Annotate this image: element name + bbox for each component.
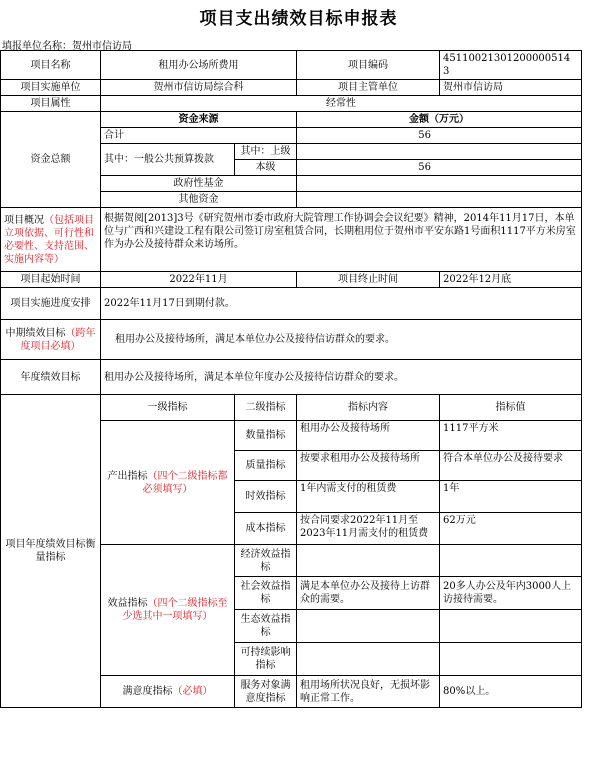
overview-label-text: 项目概况 xyxy=(4,214,44,226)
funds-local-label: 本级 xyxy=(235,160,297,176)
funds-total-label: 资金总额 xyxy=(1,112,101,208)
attr-label: 项目属性 xyxy=(1,96,101,112)
mid-goal-label-text: 中期绩效目标 xyxy=(5,327,66,339)
funds-gov-label: 政府性基金 xyxy=(101,176,297,192)
qty-value[interactable]: 1117平方米 xyxy=(440,421,582,451)
social-content[interactable]: 满足本单位办公及接待上访群众的需要。 xyxy=(297,577,440,610)
progress-text[interactable]: 2022年11月17日到期付款。 xyxy=(101,288,582,320)
cost-content[interactable]: 按合同要求2022年11月至2023年11月需支付的租赁费 xyxy=(297,513,440,545)
benefit-label-text: 效益指标 xyxy=(107,598,148,609)
header-level2: 二级指标 xyxy=(235,395,297,421)
eco-content[interactable] xyxy=(297,610,440,643)
funds-local-value[interactable]: 56 xyxy=(297,160,582,176)
eco-label: 生态效益指标 xyxy=(235,610,297,643)
funds-general-label: 其中：一般公共预算拨款 xyxy=(101,144,235,176)
sustain-label: 可持续影响指标 xyxy=(235,643,297,676)
funds-upper-value[interactable] xyxy=(297,144,582,160)
funds-gov-value[interactable] xyxy=(297,176,582,192)
satisfaction-label-note: （必填） xyxy=(172,686,213,697)
mid-goal-label xyxy=(1,320,101,360)
overview-label xyxy=(1,208,101,272)
page-title: 项目支出绩效目标申报表 xyxy=(199,9,398,29)
social-label: 社会效益指标 xyxy=(235,577,297,610)
qty-content[interactable]: 租用办公及接待场所 xyxy=(297,421,440,451)
overview-label-note: （包括项目立项依据、可行性和必要性、支持范围、实施内容等） xyxy=(4,214,94,265)
funds-other-label: 其他资金 xyxy=(101,192,297,208)
funds-total-row-label: 合计 xyxy=(101,128,297,144)
funds-source-header: 资金来源 xyxy=(101,112,297,128)
impl-unit-label: 项目实施单位 xyxy=(1,80,101,96)
satisfaction-label-text: 满意度指标 xyxy=(122,686,173,697)
sustain-value[interactable] xyxy=(440,643,582,676)
mid-goal-label-note: （跨年度项目必填） xyxy=(20,327,96,352)
cost-value[interactable]: 62万元 xyxy=(440,513,582,545)
econ-label: 经济效益指标 xyxy=(235,545,297,577)
time-value[interactable]: 1年 xyxy=(440,481,582,513)
output-indicator-label xyxy=(101,421,235,545)
attr-value[interactable]: 经常性 xyxy=(101,96,582,112)
funds-other-value[interactable] xyxy=(297,192,582,208)
supervisor-value[interactable]: 贺州市信访局 xyxy=(440,80,582,96)
qty-label: 数量指标 xyxy=(235,421,297,451)
eco-value[interactable] xyxy=(440,610,582,643)
project-name-value[interactable]: 租用办公场所费用 xyxy=(101,51,297,80)
end-time-value[interactable]: 2022年12月底 xyxy=(440,272,582,288)
service-value[interactable]: 80%以上。 xyxy=(440,676,582,708)
end-time-label: 项目终止时间 xyxy=(297,272,440,288)
social-value[interactable]: 20多人办公及年内3000人上访接待需要。 xyxy=(440,577,582,610)
start-time-value[interactable]: 2022年11月 xyxy=(101,272,297,288)
benefit-label-note: （四个二级指标至少选其中一项填写） xyxy=(122,598,228,622)
funds-amount-header: 金额（万元） xyxy=(297,112,582,128)
impl-unit-value[interactable]: 贺州市信访局综合科 xyxy=(101,80,297,96)
econ-value[interactable] xyxy=(440,545,582,577)
quality-content[interactable]: 按要求租用办公及接待场所 xyxy=(297,451,440,481)
overview-text[interactable]: 根据贺阅[2013]3号《研究贺州市委市政府大院管理工作协调会会议纪要》精神，2014年11月17日，本单位与广西和兴建设工程有限公司签订房室租赁合同，长期租用位于贺州市平安东路1号面积1117平方米房室作为办公及接待群众来访场所。 xyxy=(101,208,582,272)
start-time-label: 项目起始时间 xyxy=(1,272,101,288)
service-label: 服务对象满意度指标 xyxy=(235,676,297,708)
performance-form-table xyxy=(0,50,582,708)
project-code-value[interactable]: 45110021301200000514 3 xyxy=(440,51,582,80)
satisfaction-indicator-label xyxy=(101,676,235,708)
project-name-label: 项目名称 xyxy=(1,51,101,80)
mid-goal-text[interactable]: 租用办公及接待场所，满足本单位办公及接待信访群众的要求。 xyxy=(101,320,582,360)
funds-upper-label: 其中：上级 xyxy=(235,144,297,160)
time-label: 时效指标 xyxy=(235,481,297,513)
output-label-note: （四个二级指标都必须填写） xyxy=(142,470,228,495)
supervisor-label: 项目主管单位 xyxy=(297,80,440,96)
indicators-section-label: 项目年度绩效目标衡量指标 xyxy=(1,395,101,708)
header-content: 指标内容 xyxy=(297,395,440,421)
annual-goal-label: 年度绩效目标 xyxy=(1,360,101,395)
quality-value[interactable]: 符合本单位办公及接待要求 xyxy=(440,451,582,481)
quality-label: 质量指标 xyxy=(235,451,297,481)
header-value: 指标值 xyxy=(440,395,582,421)
funds-total-value[interactable]: 56 xyxy=(297,128,582,144)
reporting-unit: 填报单位名称：贺州市信访局 xyxy=(2,41,132,52)
time-content[interactable]: 1年内需支付的租赁费 xyxy=(297,481,440,513)
output-label-text: 产出指标 xyxy=(107,470,148,482)
progress-label: 项目实施进度安排 xyxy=(1,288,101,320)
service-content[interactable]: 租用场所状况良好，无损坏影响正常工作。 xyxy=(297,676,440,708)
annual-goal-text[interactable]: 租用办公及接待场所，满足本单位年度办公及接待信访群众的要求。 xyxy=(101,360,582,395)
econ-content[interactable] xyxy=(297,545,440,577)
project-code-label: 项目编码 xyxy=(297,51,440,80)
benefit-indicator-label xyxy=(101,545,235,676)
sustain-content[interactable] xyxy=(297,643,440,676)
cost-label: 成本指标 xyxy=(235,513,297,545)
header-level1: 一级指标 xyxy=(101,395,235,421)
